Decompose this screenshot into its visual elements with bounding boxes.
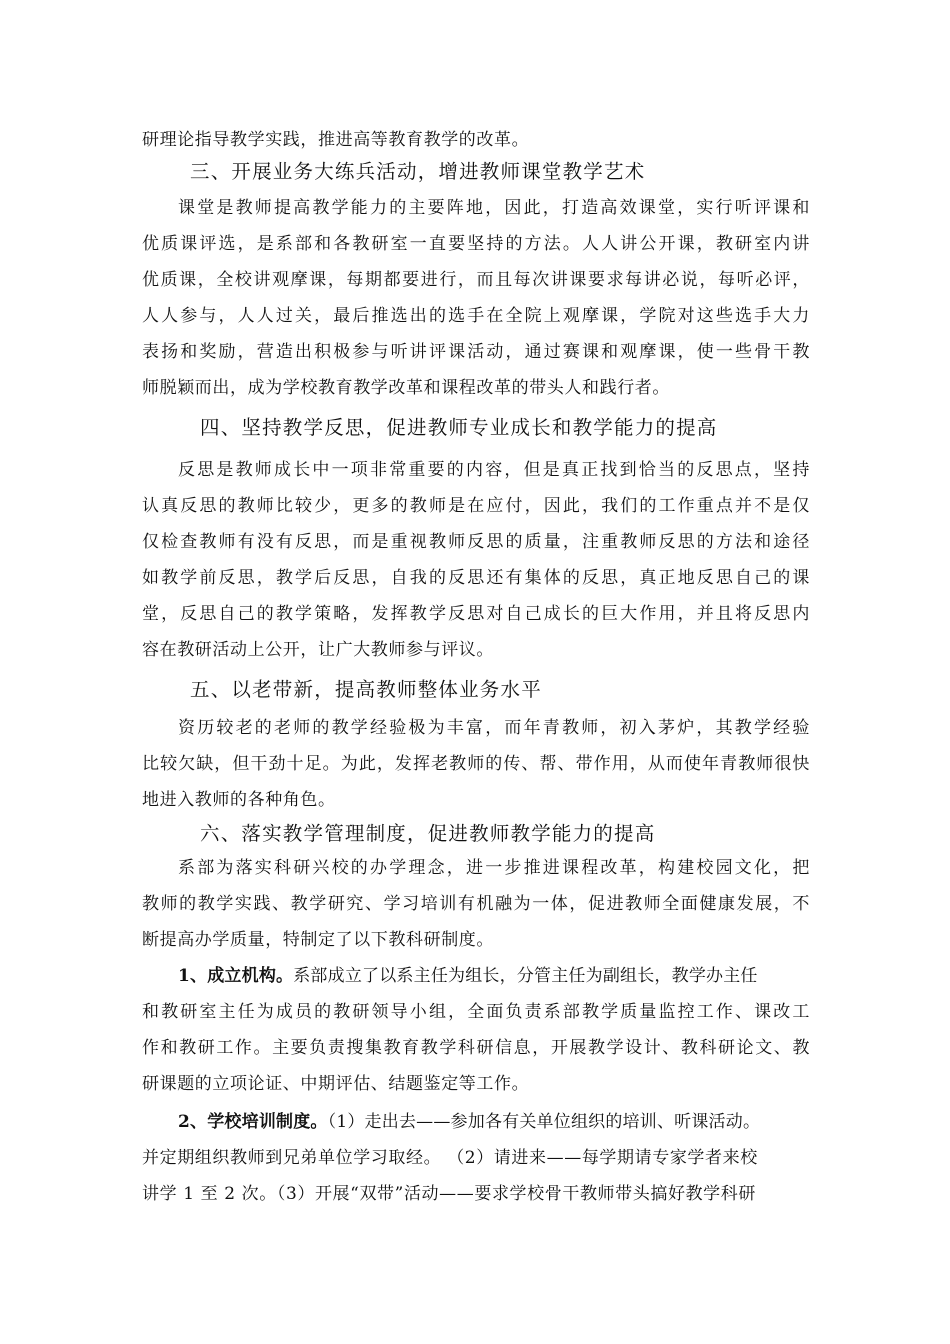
item-2-label: 2、学校培训制度。 bbox=[178, 1112, 328, 1132]
paragraph-line: 表扬和奖励，营造出积极参与听讲评课活动，通过赛课和观摩课，使一些骨干教 bbox=[142, 342, 810, 362]
item-1-label: 1、成立机构。 bbox=[178, 966, 294, 986]
paragraph-line: 研课题的立项论证、中期评估、结题鉴定等工作。 bbox=[142, 1074, 530, 1094]
paragraph-line: 地进入教师的各种角色。 bbox=[142, 790, 336, 810]
paragraph-line: 并定期组织教师到兄弟单位学习取经。 （2）请进来——每学期请专家学者来校 bbox=[142, 1148, 758, 1168]
item-1-first-line bbox=[178, 964, 810, 988]
paragraph-line: 认真反思的教师比较少，更多的教师是在应付，因此，我们的工作重点并不是仅 bbox=[142, 496, 810, 516]
item-1-text: 系部成立了以系主任为组长，分管主任为副组长，教学办主任 bbox=[293, 966, 758, 986]
paragraph-line: 比较欠缺，但干劲十足。为此，发挥老教师的传、帮、带作用，从而使年青教师很快 bbox=[142, 754, 810, 774]
paragraph-line: 优质课评选，是系部和各教研室一直要坚持的方法。人人讲公开课，教研室内讲 bbox=[142, 234, 810, 254]
paragraph-line: 系部为落实科研兴校的办学理念，进一步推进课程改革，构建校园文化，把 bbox=[178, 858, 810, 878]
item-2-text: （1）走出去——参加各有关单位组织的培训、听课活动。 bbox=[327, 1112, 761, 1132]
paragraph-line: 如教学前反思，教学后反思，自我的反思还有集体的反思，真正地反思自己的课 bbox=[142, 568, 810, 588]
section-heading-4: 四、坚持教学反思，促进教师专业成长和教学能力的提高 bbox=[200, 416, 718, 439]
section-heading-3: 三、开展业务大练兵活动，增进教师课堂教学艺术 bbox=[190, 160, 646, 183]
paragraph-line: 优质课，全校讲观摩课，每期都要进行，而且每次讲课要求每讲必说，每听必评， bbox=[142, 270, 810, 290]
paragraph-line: 容在教研活动上公开，让广大教师参与评议。 bbox=[142, 640, 494, 660]
paragraph-line: 仅检查教师有没有反思，而是重视教师反思的质量，注重教师反思的方法和途径 bbox=[142, 532, 810, 552]
item-2-first-line bbox=[178, 1110, 810, 1134]
paragraph-line: 断提高办学质量，特制定了以下教科研制度。 bbox=[142, 930, 494, 950]
paragraph-line: 人人参与，人人过关，最后推选出的选手在全院上观摩课，学院对这些选手大力 bbox=[142, 306, 810, 326]
paragraph-line: 研理论指导教学实践，推进高等教育教学的改革。 bbox=[142, 130, 530, 150]
paragraph-line: 作和教研工作。主要负责搜集教育教学科研信息，开展教学设计、教科研论文、教 bbox=[142, 1038, 810, 1058]
section-heading-5: 五、以老带新，提高教师整体业务水平 bbox=[190, 678, 542, 701]
paragraph-line: 反思是教师成长中一项非常重要的内容，但是真正找到恰当的反思点，坚持 bbox=[178, 460, 810, 480]
paragraph-line: 堂，反思自己的教学策略，发挥教学反思对自己成长的巨大作用，并且将反思内 bbox=[142, 604, 810, 624]
section-heading-6: 六、落实教学管理制度，促进教师教学能力的提高 bbox=[200, 822, 656, 845]
paragraph-line: 教师的教学实践、教学研究、学习培训有机融为一体，促进教师全面健康发展，不 bbox=[142, 894, 810, 914]
paragraph-line: 课堂是教师提高教学能力的主要阵地，因此，打造高效课堂，实行听评课和 bbox=[178, 198, 810, 218]
paragraph-line: 讲学 1 至 2 次。（3）开展“双带”活动——要求学校骨干教师带头搞好教学科研 bbox=[142, 1184, 756, 1204]
paragraph-line: 资历较老的老师的教学经验极为丰富，而年青教师，初入茅炉，其教学经验 bbox=[178, 718, 810, 738]
paragraph-line: 师脱颖而出，成为学校教育教学改革和课程改革的带头人和践行者。 bbox=[142, 378, 670, 398]
paragraph-line: 和教研室主任为成员的教研领导小组，全面负责系部教学质量监控工作、课改工 bbox=[142, 1002, 810, 1022]
